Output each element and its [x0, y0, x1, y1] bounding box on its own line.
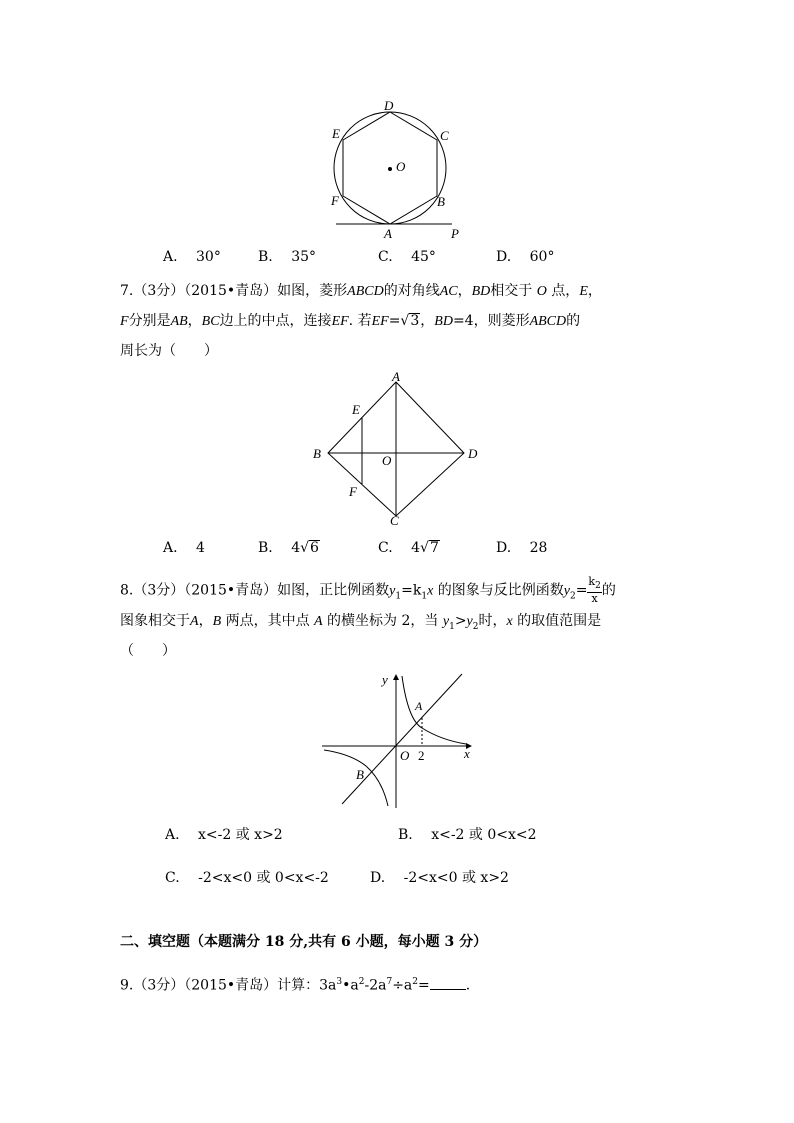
label-o: O	[396, 159, 406, 174]
q6-option-d: D. 60°	[496, 249, 555, 265]
label-e: E	[332, 126, 340, 141]
label-x: x	[464, 746, 470, 761]
label-y: y	[382, 672, 388, 687]
q8-option-a: A. x<-2 或 x>2	[165, 827, 283, 843]
q8-line-3: （ ）	[120, 643, 176, 659]
q8-option-c: C. -2<x<0 或 0<x<-2	[165, 870, 329, 886]
q7-line-2: F分别是AB，BC边上的中点，连接EF. 若EF=√3，BD=4，则菱形ABCD的	[120, 313, 581, 329]
q6-option-a: A. 30°	[163, 249, 221, 265]
label-f: F	[331, 193, 339, 208]
q7-line-1: 7.（3分）（2015•青岛）如图，菱形ABCD的对角线AC，BD相交于 O 点，E，	[120, 283, 602, 299]
y-axis-arrow	[393, 674, 399, 680]
label-b: B	[437, 194, 445, 209]
label-d: D	[384, 98, 394, 113]
figure-function-graph	[316, 668, 476, 813]
hyperbola-branch-1	[402, 676, 466, 744]
label-d: D	[468, 446, 478, 461]
figure-rhombus	[306, 370, 486, 530]
label-p: P	[451, 226, 459, 241]
q7-line-3: 周长为（ ）	[120, 343, 218, 359]
q7-option-d: D. 28	[496, 540, 548, 556]
label-a: A	[392, 370, 400, 384]
label-f: F	[349, 484, 357, 499]
q6-option-c: C. 45°	[378, 249, 436, 265]
q7-option-b: B. 4√6	[258, 540, 319, 556]
section-2-heading: 二、填空题（本题满分 18 分,共有 6 小题，每小题 3 分）	[120, 934, 488, 950]
figure-hexagon-circle	[320, 92, 470, 242]
q8-option-b: B. x<-2 或 0<x<2	[398, 827, 537, 843]
q8-line-1: 8.（3分）（2015•青岛）如图，正比例函数$y_1=k_1x$ 的图象与反比例函数$y_2=$ $\frac{k_2}{x}$ 的	[120, 575, 616, 606]
label-c: C	[390, 513, 399, 528]
label-b: B	[356, 767, 364, 782]
center-point	[388, 167, 392, 171]
label-o: O	[382, 453, 392, 468]
q8-line-2: 图象相交于A，B 两点，其中点 A 的横坐标为 2，当 $y_1>y_2$时，x 的取值范围是	[120, 613, 602, 632]
answer-blank[interactable]	[430, 975, 466, 990]
label-a: A	[415, 699, 423, 713]
q6-option-b: B. 35°	[258, 249, 317, 265]
q8-option-d: D. -2<x<0 或 x>2	[370, 870, 509, 886]
q7-option-c: C. 4√7	[378, 540, 439, 556]
label-o: O	[400, 748, 410, 763]
label-c: C	[440, 128, 449, 143]
label-b: B	[313, 446, 321, 461]
label-a: A	[384, 226, 392, 241]
label-e: E	[352, 402, 360, 417]
q9-line-1: 9.（3分）（2015•青岛）计算：$3a^3•a^2-2a^7\div a^2=$ .	[120, 972, 470, 996]
label-2: 2	[418, 748, 425, 763]
q7-option-a: A. 4	[163, 540, 205, 556]
